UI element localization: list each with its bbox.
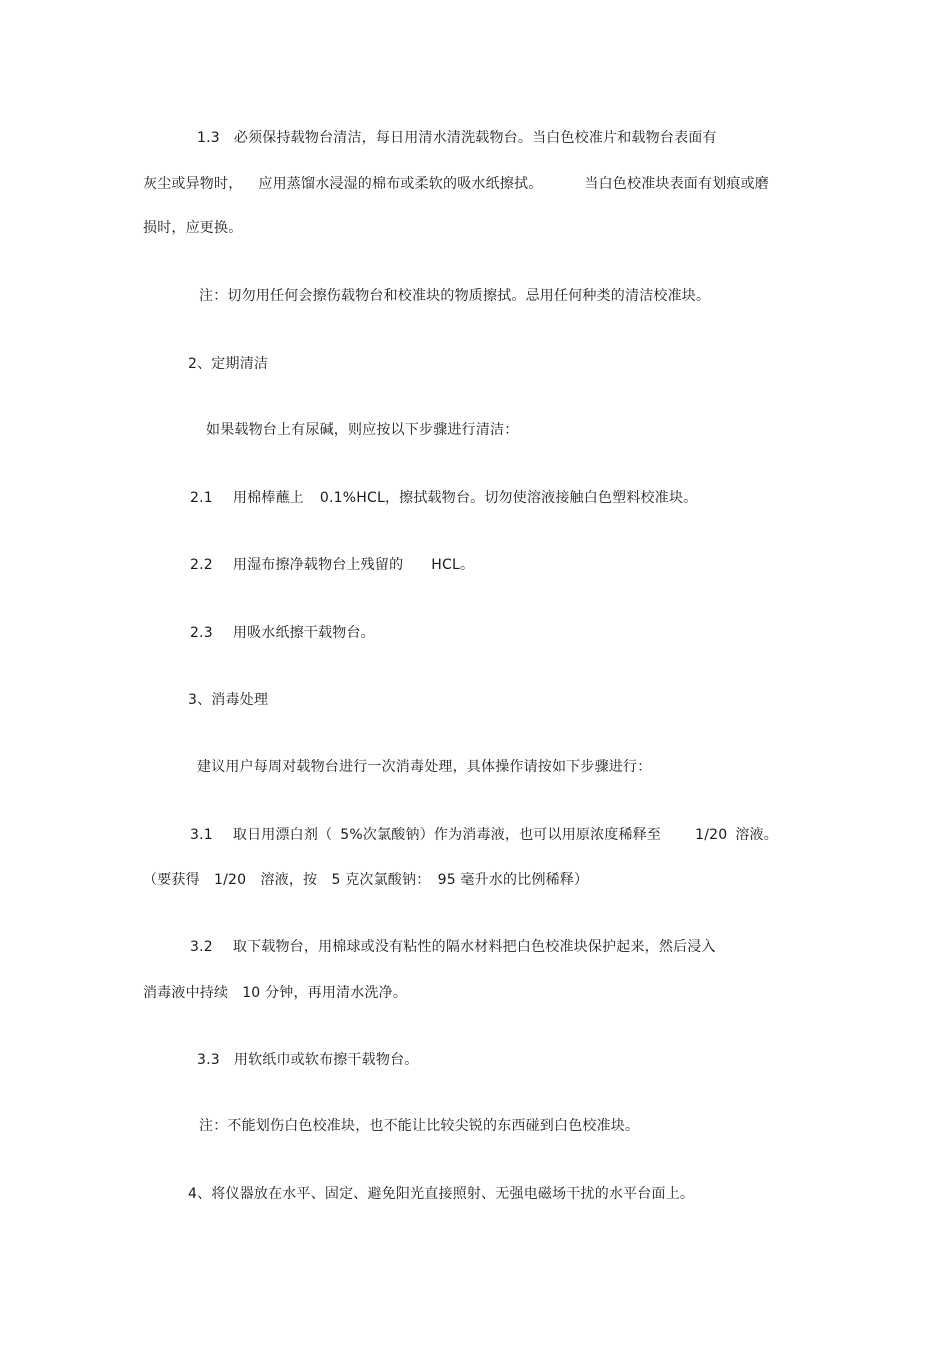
paragraph-text: 损时，应更换。 <box>143 220 243 236</box>
step-3-1-line-2 <box>143 871 588 889</box>
step-text: 0.1%HCL， <box>319 490 400 506</box>
step-2-2 <box>190 556 474 574</box>
step-text: 取下载物台，用棉球或没有粘性的隔水材料把白色校准块保护起来，然后浸入 <box>232 939 716 955</box>
step-text: HCL。 <box>431 557 475 573</box>
section-2-intro <box>206 421 518 439</box>
section-4 <box>188 1185 694 1203</box>
paragraph-text: 灰尘或异物时， <box>143 176 243 192</box>
note-1 <box>199 287 710 305</box>
paragraph-text: 必须保持载物台清洁，每日用清水清洗载物台。当白色校准片和载物台表面有 <box>233 130 717 146</box>
step-text: 5%次氯酸钠）作为消毒液，也可以用原浓度稀释至 <box>340 827 662 843</box>
section-1-3-line-2 <box>143 175 769 193</box>
step-number: 3.2 <box>190 939 213 955</box>
paragraph-text: 建议用户每周对载物台进行一次消毒处理，具体操作请按如下步骤进行： <box>197 759 652 775</box>
section-1-3-line-3 <box>143 219 242 237</box>
section-3-heading <box>188 691 268 709</box>
step-number: 2.2 <box>190 557 213 573</box>
note-text: 注：切勿用任何会擦伤载物台和校准块的物质擦拭。忌用任何种类的清洁校准块。 <box>199 288 711 304</box>
step-text: 1/20 <box>695 827 728 843</box>
paragraph-text: 应用蒸馏水浸湿的棉布或柔软的吸水纸擦拭。 <box>258 176 543 192</box>
section-3-intro <box>197 758 651 776</box>
note-2 <box>199 1117 639 1135</box>
heading-text: 3、消毒处理 <box>188 692 269 708</box>
step-text: 擦拭载物台。切勿使溶液接触白色塑料校准块。 <box>399 490 698 506</box>
step-number: 2.3 <box>190 625 213 641</box>
step-text: 取日用漂白剂（ <box>232 827 333 843</box>
step-text: 用吸水纸擦干载物台。 <box>232 625 375 641</box>
step-3-3 <box>197 1051 418 1069</box>
heading-text: 2、定期清洁 <box>188 356 269 372</box>
step-text: 溶液。 <box>735 827 778 843</box>
section-number: 1.3 <box>197 130 220 146</box>
section-2-heading <box>188 355 268 373</box>
step-text: 用软纸巾或软布擦干载物台。 <box>233 1052 419 1068</box>
step-2-3 <box>190 624 375 642</box>
paragraph-text: 当白色校准块表面有划痕或磨 <box>584 176 770 192</box>
paragraph-text: 4、将仪器放在水平、固定、避免阳光直接照射、无强电磁场干扰的水平台面上。 <box>188 1186 695 1202</box>
step-text: 用湿布擦净载物台上残留的 <box>232 557 404 573</box>
step-text: （要获得 1/20 溶液，按 5 克次氯酸钠： 95 毫升水的比例稀释） <box>143 872 589 888</box>
step-number: 2.1 <box>190 490 213 506</box>
step-3-2-line-1 <box>190 938 716 956</box>
step-2-1 <box>190 489 697 507</box>
step-text: 消毒液中持续 <box>143 985 229 1001</box>
step-text: 用棉棒蘸上 <box>232 490 304 506</box>
note-text: 注：不能划伤白色校准块，也不能让比较尖锐的东西碰到白色校准块。 <box>199 1118 640 1134</box>
step-number: 3.3 <box>197 1052 220 1068</box>
step-number: 3.1 <box>190 827 213 843</box>
step-text: 10 分钟，再用清水洗净。 <box>242 985 408 1001</box>
step-3-1-line-1 <box>190 826 778 844</box>
paragraph-text: 如果载物台上有尿碱，则应按以下步骤进行清洁： <box>206 422 519 438</box>
step-3-2-line-2 <box>143 984 407 1002</box>
section-1-3-line-1 <box>197 129 717 147</box>
